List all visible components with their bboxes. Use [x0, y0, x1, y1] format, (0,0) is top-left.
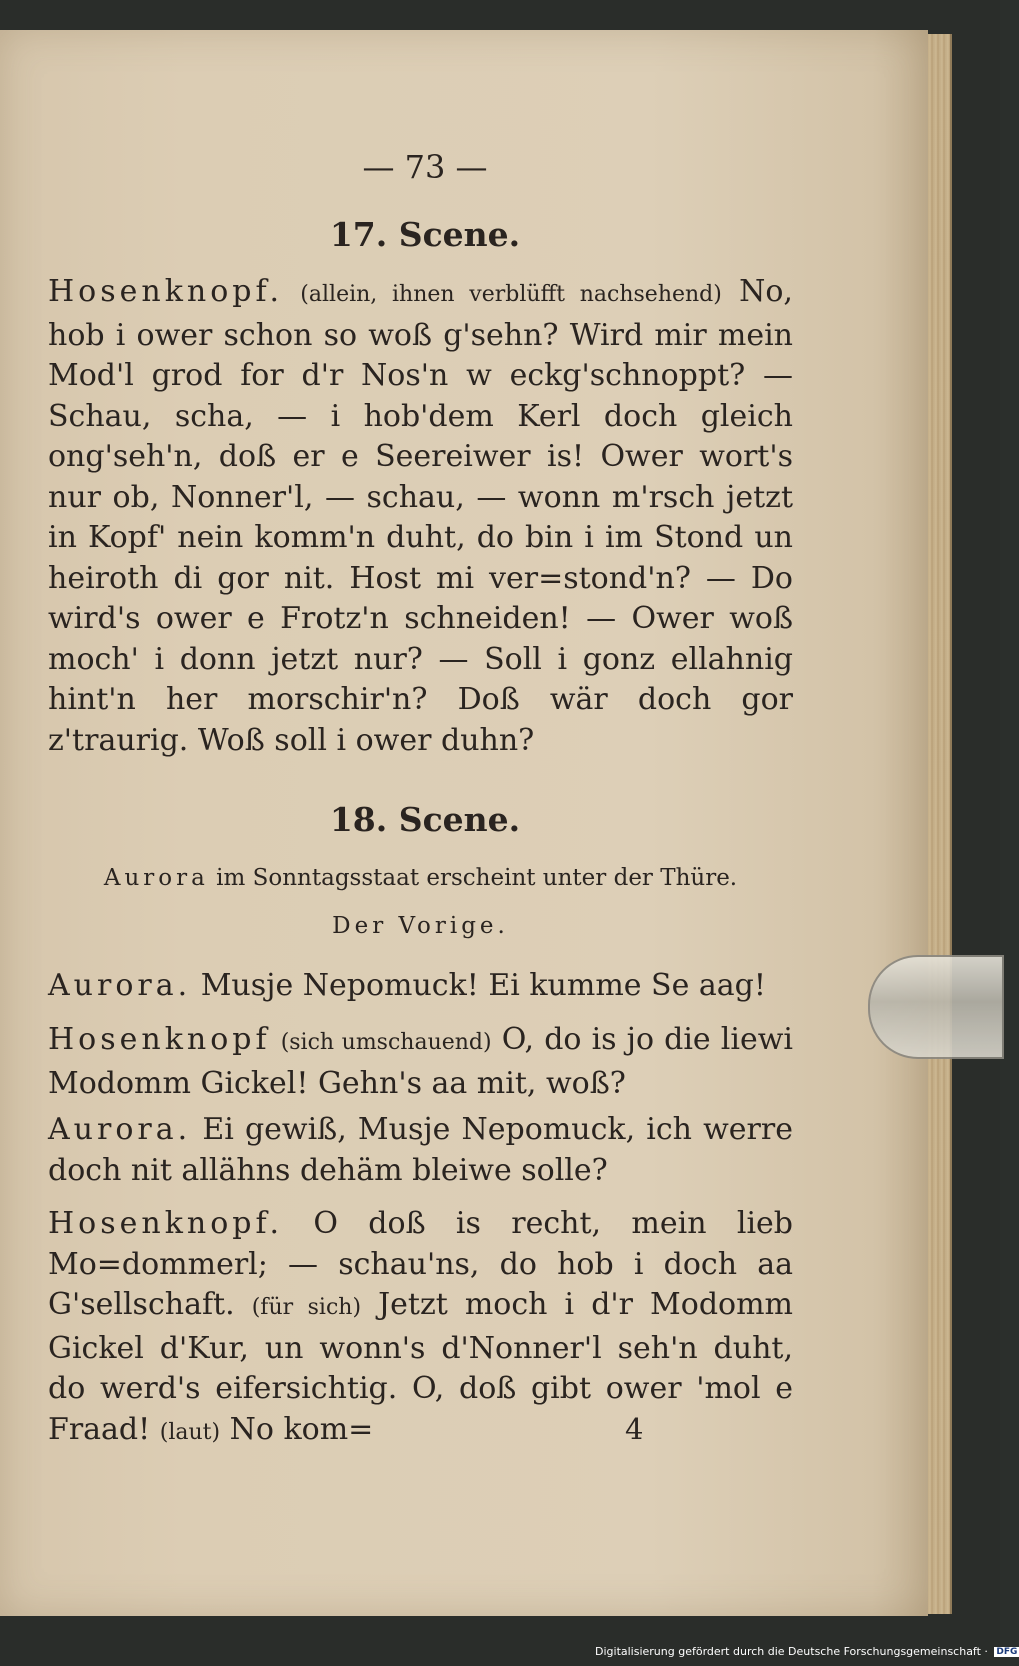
scene-18-title: 18. Scene.: [329, 800, 521, 839]
stage-direction: (laut): [159, 1419, 221, 1445]
speaker-name: Hosenknopf: [48, 1022, 271, 1057]
page-number: — 73 —: [362, 148, 488, 186]
direction-name: Aurora: [103, 865, 209, 891]
dialogue-text: No, hob i ower schon so woß g'sehn? Wird mir mein Mod'l grod for d'r Nos'n w eckg'schnoppt? — Schau, scha, — i hob'dem Kerl doch gleich ong'seh'n, doß er e Seereiwer is! Ower wort's nur ob, Nonner'l, — schau, — wonn m'rsch jetzt in Kopf' nein komm'n duht, do bin i im Stond un heiroth di gor nit. Host mi ver=stond'n? — Do wird's ower e Frotz'n schneiden! — Ower woß moch' i donn jetzt nur? — Soll i gonz ellahnig hint'n her morschir'n? Doß wär doch gor z'traurig. Woß soll i ower duhn?: [48, 274, 793, 758]
speaker-name: Aurora.: [48, 968, 192, 1003]
dialogue-text: No kom=: [229, 1411, 374, 1447]
speaker-name: Hosenknopf.: [48, 274, 284, 309]
dialogue-text: Musje Nepomuck! Ei kumme Se aag!: [200, 968, 766, 1003]
stage-direction: (sich umschauend): [280, 1030, 492, 1055]
stage-direction: (für sich): [251, 1295, 362, 1320]
dialogue-line-4: [48, 1204, 793, 1453]
page-clip: [868, 955, 1004, 1059]
dialogue-line-3: [48, 1110, 793, 1191]
speaker-name: Aurora.: [48, 1112, 192, 1147]
dialogue-text: Jetzt moch i d'r Modomm Gickel d'Kur, un wonn's d'Nonner'l seh'n duht, do werd's eifersichtig. O, doß gibt ower 'mol e Fraad!: [48, 1287, 793, 1447]
dfg-logo: DFG: [996, 1647, 1018, 1657]
scene-17-title: 17. Scene.: [329, 215, 521, 254]
signature-mark: 4: [625, 1412, 644, 1446]
direction-text: im Sonntagsstaat erscheint unter der Thüre.: [216, 865, 738, 891]
speaker-name: Hosenknopf.: [48, 1206, 284, 1241]
page-edge: [928, 34, 952, 1614]
dialogue-text: Ei gewiß, Musje Nepomuck, ich werre doch nit allähns dehäm bleiwe solle?: [48, 1112, 793, 1188]
stage-direction: (allein, ihnen verblüfft nachsehend): [300, 282, 722, 307]
dialogue-text: O, do is jo die liewi Modomm Gickel! Gehn's aa mit, woß?: [48, 1022, 793, 1101]
dialogue-text: O doß is recht, mein lieb Mo=dommerl; — schau'ns, do hob i doch aa G'sellschaft.: [48, 1206, 793, 1322]
scene-18-direction-2: Der Vorige.: [332, 913, 509, 939]
dialogue-line-1: [48, 966, 793, 1007]
scene-17-paragraph: [48, 272, 793, 761]
footer-credit: [595, 1645, 1019, 1658]
dialogue-line-2: [48, 1020, 793, 1104]
scene-18-direction: [48, 865, 793, 891]
footer-text: Digitalisierung gefördert durch die Deutsche Forschungsgemeinschaft ·: [595, 1645, 988, 1658]
